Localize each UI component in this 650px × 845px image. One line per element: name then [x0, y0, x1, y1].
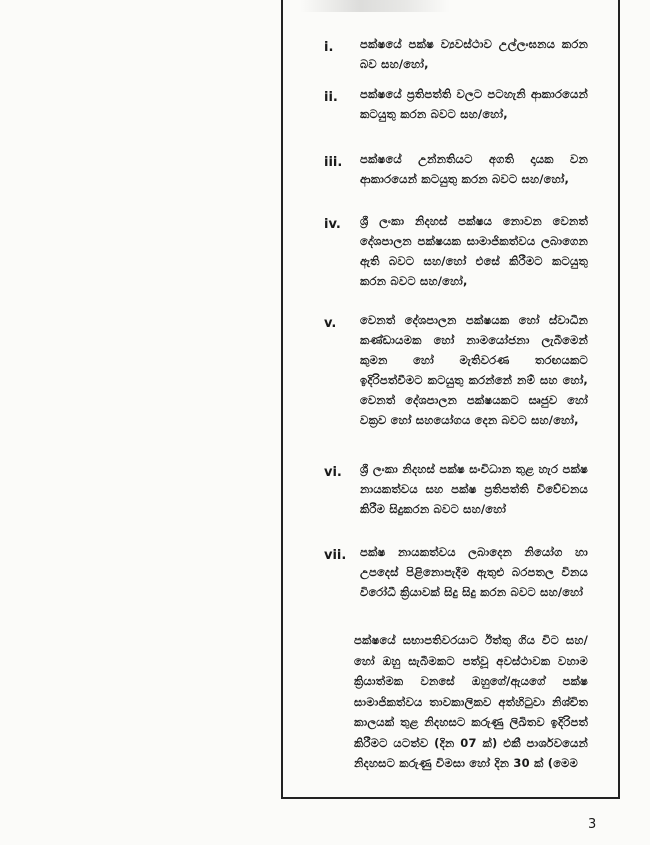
item-number: iv. — [324, 217, 341, 232]
item-number: vii. — [324, 548, 347, 563]
item-number: v. — [324, 316, 337, 331]
item-text: පක්ෂයේ පක්ෂ ව්‍යවස්ථාව උල්ලංඝනය කරන බව සහ/හෝ, — [360, 37, 588, 71]
item-number: ii. — [324, 90, 338, 105]
item-number: vi. — [324, 465, 342, 480]
item-text: ශ්‍රී ලංකා නිදහස් පක්ෂය නොවන වෙනත් දේශපාලන පක්ෂයක සාමාජිකත්වය ලබාගෙන ඇති බවට සහ/හෝ එසේ කිරීමට කටයුතු කරන බවට සහ/හෝ, — [360, 214, 588, 288]
item-text: වෙනත් දේශපාලන පක්ෂයක හෝ ස්වාධීන කණ්ඩායමක හෝ නාමයෝජනා ලැබීමෙන් කුමන හෝ මැතිවරණ තරඟයකට ඉදිරිපත්වීමට කටයුතු කරන්නේ නම් සහ හෝ, වෙනත් දේශපාලන පක්ෂයකට සෘජුව හෝ වක්‍රව හෝ සහයෝගය දෙන බවට සහ/හෝ, — [360, 313, 588, 427]
item-text: ශ්‍රී ලංකා නිදහස් පක්ෂ සංවිධාන තුළ හැර පක්ෂ නායකත්වය සහ පක්ෂ ප්‍රතිපත්ති විවේචනය කිරීම සිදුකරන බවට සහ/හෝ — [360, 462, 588, 516]
item-text: පක්ෂ නායකත්වය ලබාදෙන නියෝග හා උපදෙස් පිළිනොපැදීම ඇතුළු බරපතල විනය විරෝධී ක්‍රියාවක් සිදු සිදු කරන බවට සහ/හෝ — [360, 545, 588, 599]
page-number: 3 — [588, 817, 597, 832]
table-left-border — [281, 0, 283, 797]
scan-smudge — [300, 0, 450, 12]
item-number: iii. — [324, 155, 343, 170]
table-right-border — [618, 0, 620, 797]
continuation-paragraph: පක්ෂයේ සභාපතිවරයාට ඊත්තු ගිය විට සහ/හෝ ඔහු සැබීමකට පත්වූ අවස්ථාවක වහාම ක්‍රියාත්මක වනසේ ඔහුගේ/ඇයගේ පක්ෂ සාමාජිකත්වය තාවකාලිකව අත්හිටුවා නිශ්චිත කාලයක් තුළ නිදහසට කරුණු ලිඛිතව ඉදිරිපත් කිරීමට යටත්ව (දින 07 ක්) එකී පාර්ශවයෙන් නිදහසට කරුණු විමසා හෝ දින 30 ක් (මෙම — [354, 633, 588, 770]
item-text: පක්ෂයේ උන්නතියට අගති දායක වන ආකාරයෙන් කටයුතු කරන බවට සහ/හෝ, — [360, 152, 588, 186]
item-number: i. — [324, 40, 334, 55]
table-bottom-border — [281, 797, 620, 799]
item-text: පක්ෂයේ ප්‍රතිපත්ති වලට පටහැනි ආකාරයෙන් කටයුතු කරන බවට සහ/හෝ, — [360, 87, 588, 121]
